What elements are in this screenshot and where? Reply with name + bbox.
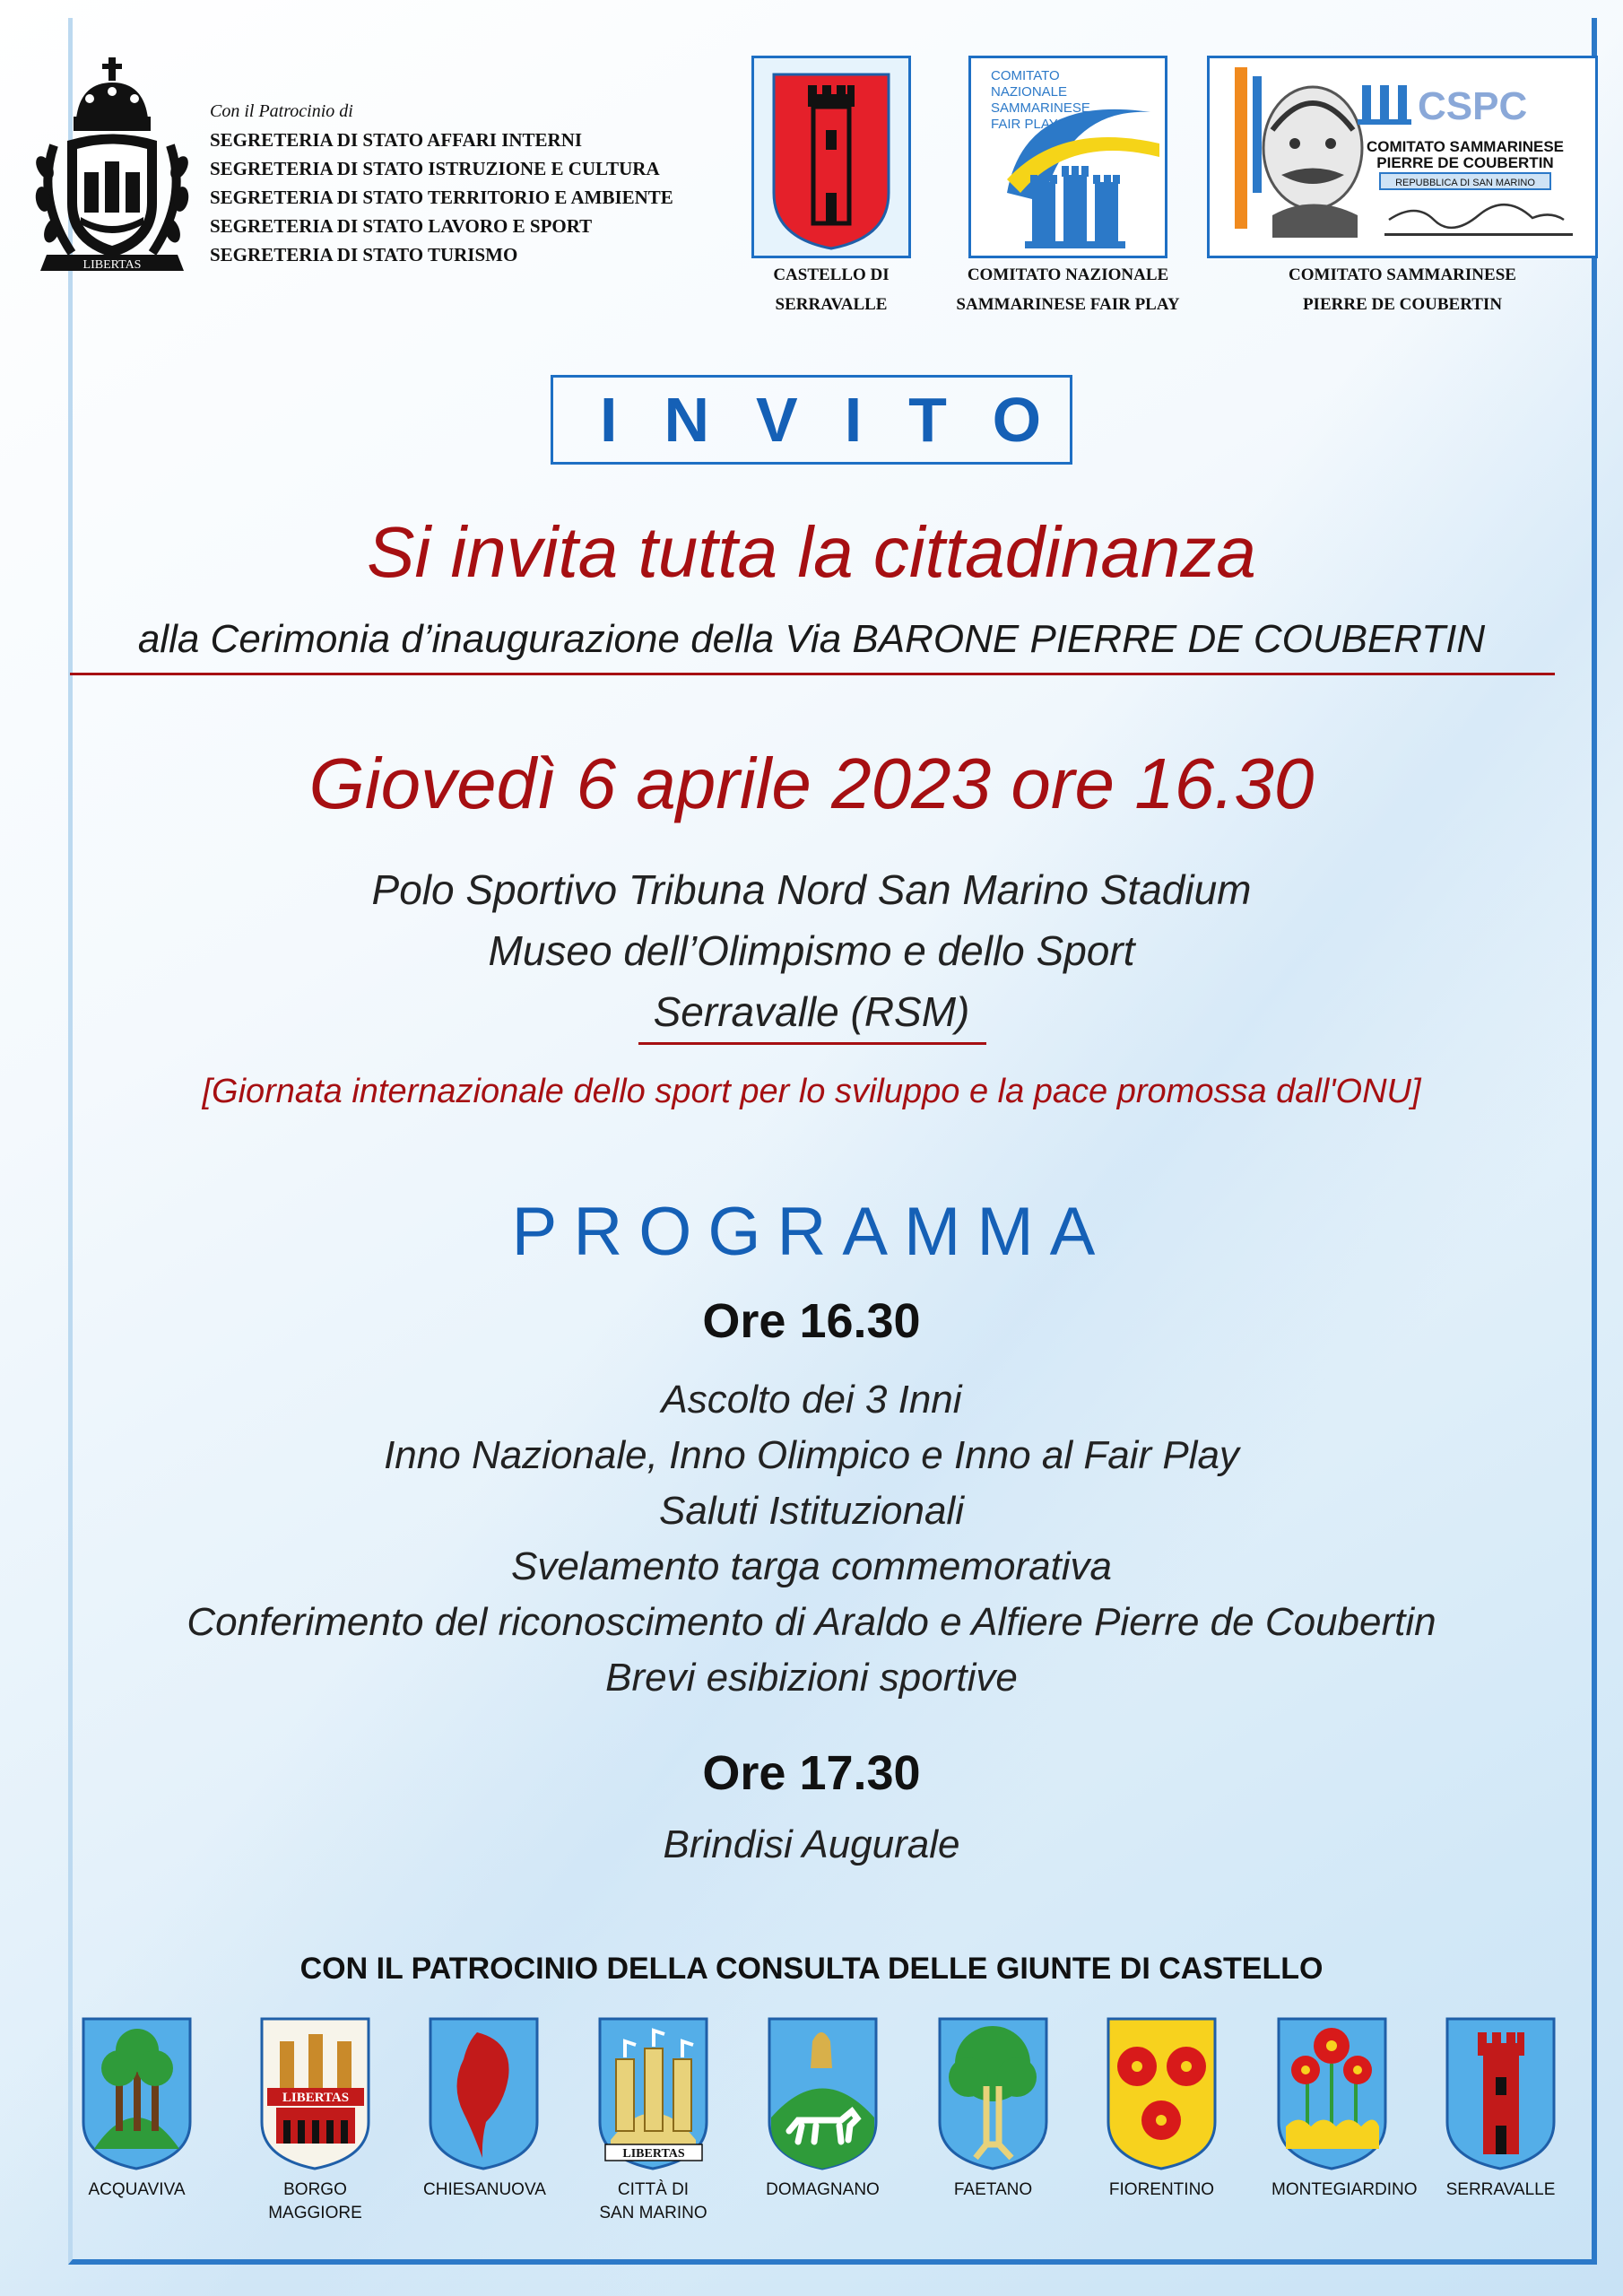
svg-text:REPUBBLICA DI SAN MARINO: REPUBBLICA DI SAN MARINO <box>1395 178 1535 188</box>
tower-icon <box>754 58 908 256</box>
castle-chiesanuova: CHIESANUOVA <box>423 2014 544 2202</box>
castle-faetano: FAETANO <box>933 2014 1054 2202</box>
svg-text:LIBERTAS: LIBERTAS <box>82 258 142 272</box>
secretariat-4: SEGRETERIA DI STATO LAVORO E SPORT <box>210 215 593 237</box>
svg-text:SAMMARINESE: SAMMARINESE <box>991 100 1090 116</box>
three-towers-icon <box>593 2014 714 2171</box>
borgo-icon <box>255 2014 376 2171</box>
flower-garden-icon <box>1271 2014 1393 2171</box>
castle-acquaviva: ACQUAVIVA <box>76 2014 197 2202</box>
date-line: Giovedì 6 aprile 2023 ore 16.30 <box>308 744 1315 823</box>
svg-text:CSPC: CSPC <box>1418 84 1528 128</box>
svg-text:LIBERTAS: LIBERTAS <box>622 2147 685 2161</box>
list-item: Saluti Istituzionali <box>659 1489 964 1533</box>
patronage-intro: Con il Patrocinio di <box>210 101 353 121</box>
location-underline <box>638 1042 986 1045</box>
page-frame <box>68 18 1597 2265</box>
castle-citta-di-san-marino: LIBERTAS CITTÀ DI SAN MARINO <box>593 2014 714 2225</box>
secretariat-1: SEGRETERIA DI STATO AFFARI INTERNI <box>210 129 583 151</box>
serravalle-logo <box>751 56 911 258</box>
cspc-emblem-icon <box>1210 58 1595 256</box>
san-marino-seal <box>27 56 197 280</box>
secretariat-2: SEGRETERIA DI STATO ISTRUZIONE E CULTURA <box>210 158 660 179</box>
onu-note: [Giornata internazionale dello sport per lo sviluppo e la pace promossa dall'ONU] <box>202 1073 1421 1110</box>
list-item: Inno Nazionale, Inno Olimpico e Inno al Fair Play <box>384 1433 1239 1477</box>
svg-text:NAZIONALE: NAZIONALE <box>991 84 1068 100</box>
trees-icon <box>76 2014 197 2171</box>
fair-play-logo <box>968 56 1167 258</box>
program-list-2 <box>0 1817 1623 1873</box>
svg-text:LIBERTAS: LIBERTAS <box>282 2091 350 2105</box>
fair-play-emblem-icon <box>971 58 1165 256</box>
location-line-2: Museo dell’Olimpismo e dello Sport <box>488 927 1135 974</box>
dog-icon <box>762 2014 883 2171</box>
svg-text:PIERRE DE COUBERTIN: PIERRE DE COUBERTIN <box>1376 154 1554 171</box>
castle-montegiardino: MONTEGIARDINO <box>1271 2014 1393 2202</box>
location-line-3: Serravalle (RSM) <box>653 988 970 1035</box>
subheadline-underline <box>70 673 1555 675</box>
headline: Si invita tutta la cittadinanza <box>367 512 1256 592</box>
list-item: Conferimento del riconoscimento di Araldo e Alfiere Pierre de Coubertin <box>187 1600 1436 1644</box>
secretariat-5: SEGRETERIA DI STATO TURISMO <box>210 244 518 265</box>
invito-title: INVITO <box>551 375 1072 465</box>
secretariat-3: SEGRETERIA DI STATO TERRITORIO E AMBIENTE <box>210 187 673 208</box>
list-item: Svelamento targa commemorativa <box>510 1544 1113 1588</box>
tree-icon <box>933 2014 1054 2171</box>
serravalle-caption: CASTELLO DI SERRAVALLE <box>773 265 890 314</box>
fair-play-caption: COMITATO NAZIONALE SAMMARINESE FAIR PLAY <box>956 265 1180 314</box>
svg-text:COMITATO: COMITATO <box>991 68 1060 83</box>
flowers-icon <box>1101 2014 1222 2171</box>
patronage-block <box>210 97 673 269</box>
cspc-logo <box>1207 56 1598 258</box>
castle-borgo-maggiore: LIBERTAS BORGO MAGGIORE <box>255 2014 376 2225</box>
list-item: Brindisi Augurale <box>663 1822 960 1866</box>
time-slot-1: Ore 16.30 <box>702 1294 921 1348</box>
svg-text:COMITATO SAMMARINESE: COMITATO SAMMARINESE <box>1366 138 1565 155</box>
svg-text:FAIR PLAY: FAIR PLAY <box>991 117 1058 132</box>
location-line-1: Polo Sportivo Tribuna Nord San Marino Stadium <box>371 866 1252 913</box>
castle-fiorentino: FIORENTINO <box>1101 2014 1222 2202</box>
programma-title: PROGRAMMA <box>511 1194 1112 1270</box>
list-item: Brevi esibizioni sportive <box>605 1656 1018 1700</box>
cspc-caption: COMITATO SAMMARINESE PIERRE DE COUBERTIN <box>1289 265 1516 314</box>
flame-icon <box>423 2014 544 2171</box>
time-slot-2: Ore 17.30 <box>702 1746 921 1800</box>
location-block <box>0 859 1623 1042</box>
footer-title: CON IL PATROCINIO DELLA CONSULTA DELLE GIUNTE DI CASTELLO <box>299 1952 1324 1986</box>
tower-icon <box>1440 2014 1561 2171</box>
castle-serravalle: SERRAVALLE <box>1440 2014 1561 2202</box>
list-item: Ascolto dei 3 Inni <box>661 1378 962 1422</box>
subheadline: alla Cerimonia d’inaugurazione della Via BARONE PIERRE DE COUBERTIN <box>137 617 1486 661</box>
program-list-1 <box>0 1372 1623 1706</box>
castle-domagnano: DOMAGNANO <box>762 2014 883 2202</box>
